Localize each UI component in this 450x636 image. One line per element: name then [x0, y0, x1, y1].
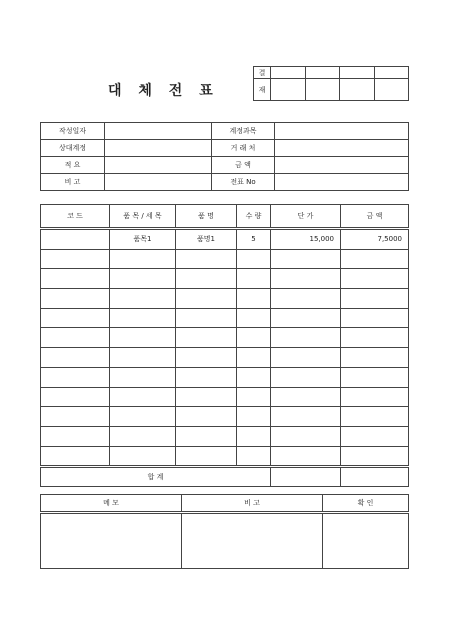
- memo-field[interactable]: [41, 513, 182, 569]
- cell[interactable]: [237, 289, 271, 309]
- cell[interactable]: [176, 269, 237, 289]
- cell[interactable]: [176, 308, 237, 328]
- approval-cell[interactable]: [305, 67, 340, 79]
- cell[interactable]: [41, 289, 110, 309]
- client-field[interactable]: [275, 140, 409, 157]
- cell[interactable]: [41, 446, 110, 467]
- table-row: [41, 269, 409, 289]
- col-header-qty: 수 량: [237, 205, 271, 229]
- cell[interactable]: [110, 269, 176, 289]
- info-label-client: 거 래 처: [212, 140, 275, 157]
- remarks-field[interactable]: [105, 174, 212, 191]
- cell[interactable]: [41, 348, 110, 368]
- cell[interactable]: [271, 426, 341, 446]
- total-row: [41, 467, 409, 487]
- table-row: [41, 446, 409, 467]
- cell[interactable]: [41, 407, 110, 427]
- cell[interactable]: [41, 269, 110, 289]
- cell[interactable]: [271, 407, 341, 427]
- cell[interactable]: [341, 289, 409, 309]
- cell[interactable]: [110, 446, 176, 467]
- table-row: [41, 308, 409, 328]
- cell[interactable]: [237, 407, 271, 427]
- memo-remarks-field[interactable]: [182, 513, 323, 569]
- cell[interactable]: [341, 407, 409, 427]
- cell[interactable]: [341, 446, 409, 467]
- cell[interactable]: [110, 426, 176, 446]
- approval-sign-cell[interactable]: [340, 79, 375, 101]
- table-row: [41, 407, 409, 427]
- info-label-summary: 적 요: [41, 157, 105, 174]
- remarks-header: 비 고: [182, 495, 323, 513]
- account-field[interactable]: [275, 123, 409, 140]
- table-row: [41, 426, 409, 446]
- confirm-field[interactable]: [323, 513, 409, 569]
- cell[interactable]: [110, 289, 176, 309]
- table-row: [41, 387, 409, 407]
- cell[interactable]: [341, 249, 409, 269]
- cell[interactable]: [176, 348, 237, 368]
- page-title: 대 체 전 표: [108, 83, 219, 99]
- cell[interactable]: [176, 289, 237, 309]
- cell[interactable]: [237, 426, 271, 446]
- cell[interactable]: [271, 367, 341, 387]
- cell[interactable]: [41, 328, 110, 348]
- cell[interactable]: [110, 367, 176, 387]
- cell-code[interactable]: [41, 229, 110, 250]
- cell-amount[interactable]: 7,5000: [341, 229, 409, 250]
- approval-box: [253, 66, 409, 101]
- table-row: [41, 348, 409, 368]
- info-label-slip-no: 전표 No: [212, 174, 275, 191]
- total-unit-price[interactable]: [271, 467, 341, 487]
- cell[interactable]: [176, 446, 237, 467]
- info-label-amount: 금 액: [212, 157, 275, 174]
- info-label-date: 작성일자: [41, 123, 105, 140]
- approval-cell[interactable]: [374, 67, 409, 79]
- cell[interactable]: [237, 446, 271, 467]
- cell[interactable]: [341, 426, 409, 446]
- cell[interactable]: [176, 328, 237, 348]
- cell[interactable]: [110, 308, 176, 328]
- cell[interactable]: [176, 367, 237, 387]
- col-header-item: 품 목 / 세 목: [110, 205, 176, 229]
- cell[interactable]: [341, 387, 409, 407]
- cell[interactable]: [271, 289, 341, 309]
- approval-sign-cell[interactable]: [271, 79, 306, 101]
- cell[interactable]: [271, 348, 341, 368]
- items-table: [40, 204, 409, 487]
- cell[interactable]: [341, 308, 409, 328]
- approval-cell[interactable]: [271, 67, 306, 79]
- table-row: [41, 229, 409, 250]
- cell[interactable]: [176, 426, 237, 446]
- cell[interactable]: [41, 367, 110, 387]
- col-header-unit-price: 단 가: [271, 205, 341, 229]
- cell-qty[interactable]: 5: [237, 229, 271, 250]
- cell[interactable]: [341, 328, 409, 348]
- approval-sign-cell[interactable]: [374, 79, 409, 101]
- cell[interactable]: [41, 426, 110, 446]
- slip-no-field[interactable]: [275, 174, 409, 191]
- cell[interactable]: [237, 367, 271, 387]
- cell[interactable]: [110, 407, 176, 427]
- table-row: [41, 367, 409, 387]
- cell[interactable]: [237, 249, 271, 269]
- date-field[interactable]: [105, 123, 212, 140]
- cell[interactable]: [110, 249, 176, 269]
- approval-sign-cell[interactable]: [305, 79, 340, 101]
- amount-field[interactable]: [275, 157, 409, 174]
- cell[interactable]: [237, 269, 271, 289]
- cell[interactable]: [271, 387, 341, 407]
- cell[interactable]: [176, 387, 237, 407]
- cell[interactable]: [237, 387, 271, 407]
- table-row: [41, 249, 409, 269]
- cell-name[interactable]: 품명1: [176, 229, 237, 250]
- confirm-header: 확 인: [323, 495, 409, 513]
- cell[interactable]: [41, 308, 110, 328]
- table-row: [41, 328, 409, 348]
- approval-label-bottom: 재: [254, 79, 271, 101]
- approval-cell[interactable]: [340, 67, 375, 79]
- cell[interactable]: [176, 249, 237, 269]
- info-label-remarks: 비 고: [41, 174, 105, 191]
- cell[interactable]: [271, 308, 341, 328]
- cell[interactable]: [237, 308, 271, 328]
- cell[interactable]: [341, 269, 409, 289]
- cell-item[interactable]: 품목1: [110, 229, 176, 250]
- memo-table: [40, 494, 409, 569]
- cell[interactable]: [341, 367, 409, 387]
- approval-label-top: 결: [254, 67, 271, 79]
- cell[interactable]: [176, 407, 237, 427]
- info-table: [40, 122, 409, 191]
- cell[interactable]: [271, 269, 341, 289]
- col-header-code: 코 드: [41, 205, 110, 229]
- cell[interactable]: [110, 348, 176, 368]
- cell[interactable]: [237, 328, 271, 348]
- info-label-account: 계정과목: [212, 123, 275, 140]
- counter-account-field[interactable]: [105, 140, 212, 157]
- summary-field[interactable]: [105, 157, 212, 174]
- cell[interactable]: [41, 249, 110, 269]
- table-row: [41, 289, 409, 309]
- info-label-counter-account: 상대계정: [41, 140, 105, 157]
- cell[interactable]: [271, 328, 341, 348]
- cell[interactable]: [110, 387, 176, 407]
- col-header-amount: 금 액: [341, 205, 409, 229]
- total-amount[interactable]: [341, 467, 409, 487]
- cell[interactable]: [341, 348, 409, 368]
- cell[interactable]: [271, 446, 341, 467]
- cell-unit-price[interactable]: 15,000: [271, 229, 341, 250]
- col-header-name: 품 명: [176, 205, 237, 229]
- cell[interactable]: [41, 387, 110, 407]
- total-label: 합 계: [41, 467, 271, 487]
- cell[interactable]: [110, 328, 176, 348]
- memo-header: 메 모: [41, 495, 182, 513]
- cell[interactable]: [237, 348, 271, 368]
- cell[interactable]: [271, 249, 341, 269]
